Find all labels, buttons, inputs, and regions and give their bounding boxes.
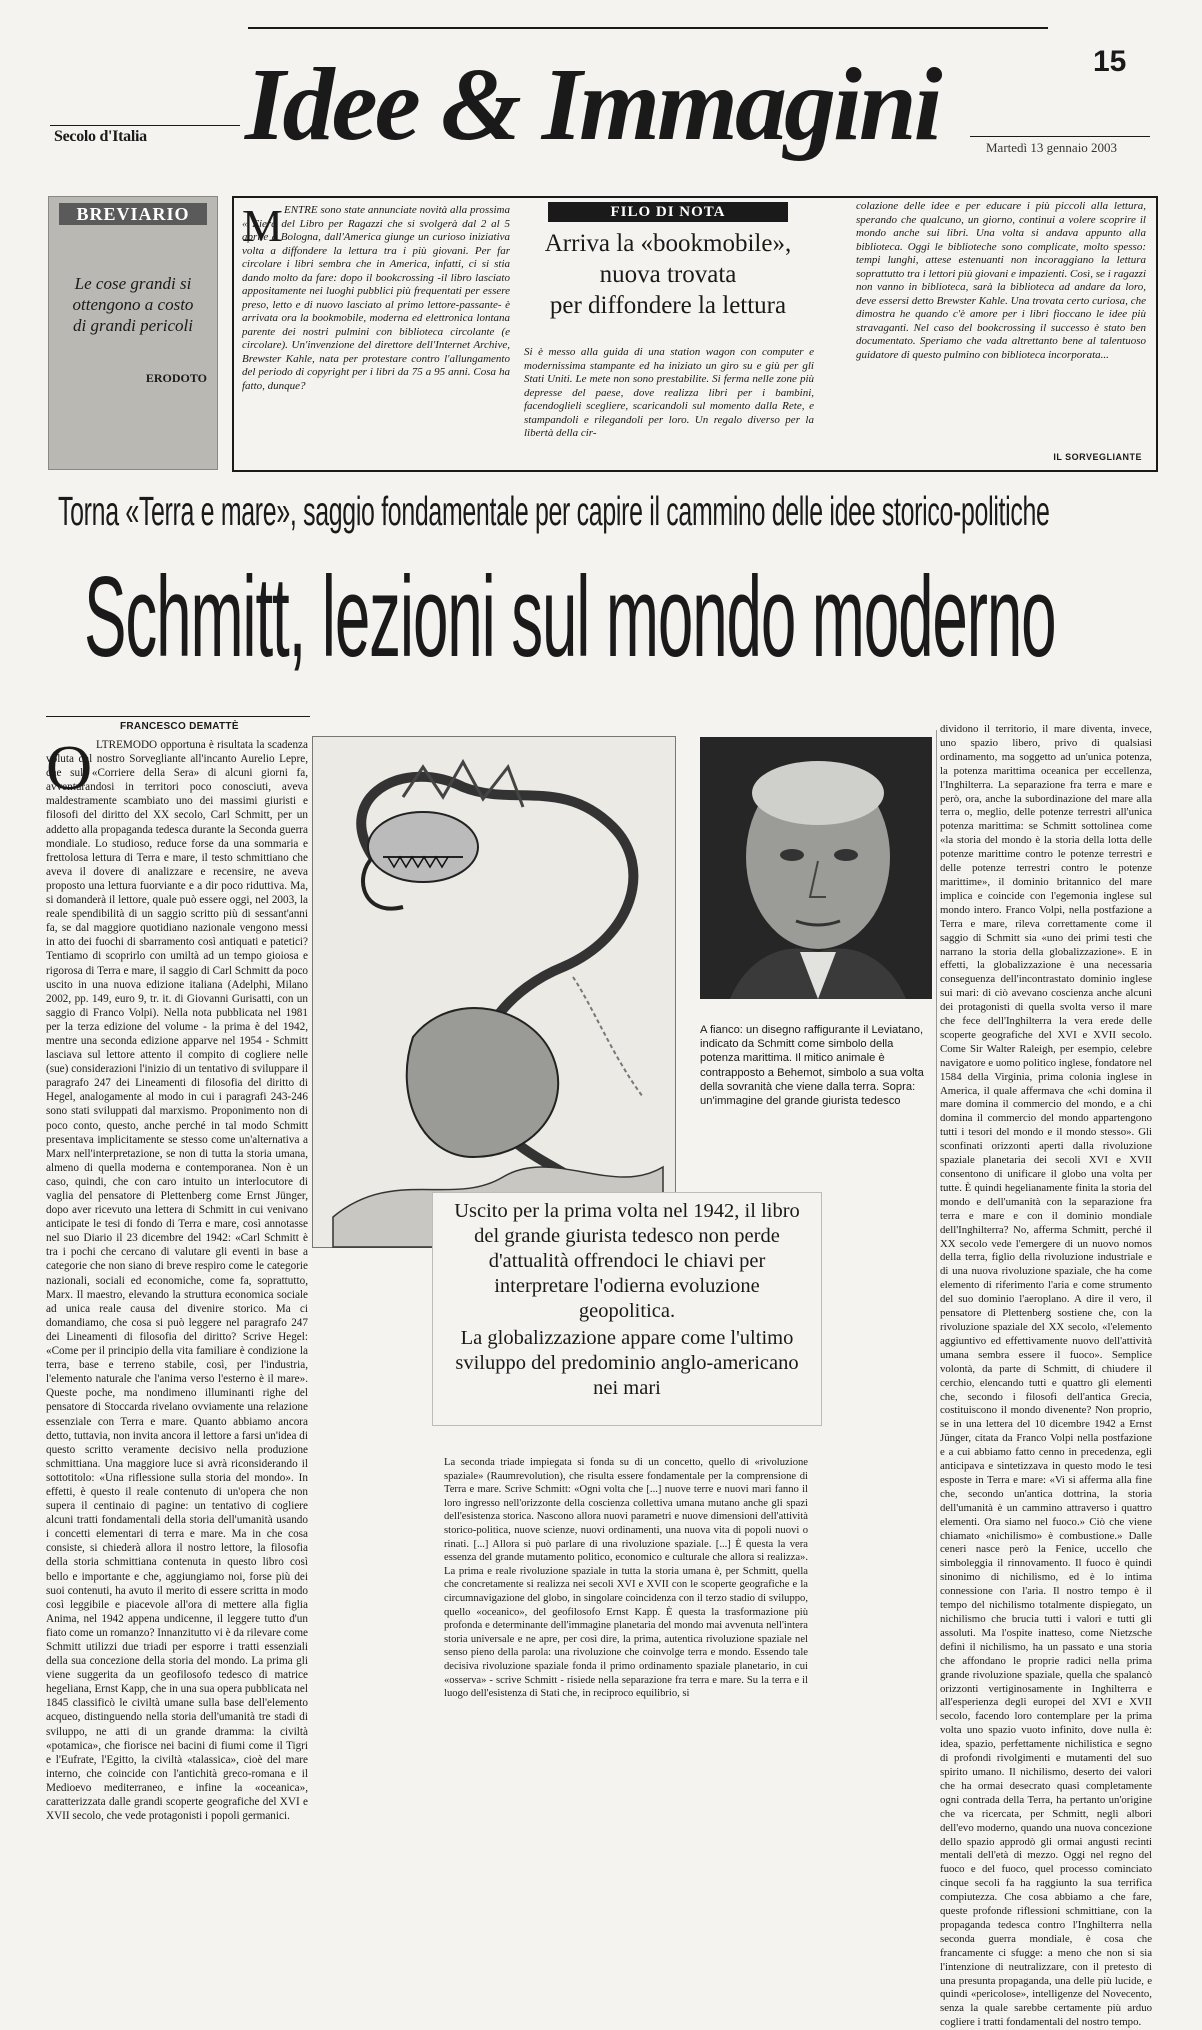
masthead-right-rule [970,136,1150,137]
filo-di-nota-box [232,196,1158,472]
breviario-author: ERODOTO [145,371,207,385]
masthead [0,0,1202,162]
byline-rule [46,716,310,717]
schmitt-portrait [700,737,932,999]
filo-drop-cap: M [242,200,283,251]
article-col-right-text: dividono il territorio, il mare diventa, invece, uno spazio libero, privo di qualsiasi ordinamento, ma soggetto ad un'unica potenza, la potenza marittima oceanica per eccellenza, l'Inghilterra. La separazione fra terra e mare e però, ora, anche la subordinazione del mare alla terra o, meglio, delle potenze terrestri all'unica potenza marittima: se Schmitt sottolinea come «la storia del mondo è la storia della lotta delle potenze marittime contro le potenze terrestri e delle potenze terrestri contro le potenze marittime», il dominio britannico del mare implica e coincide con l'egemonia inglese sul mondo intero. Franco Volpi, nella postfazione a Terra e mare, rileva correttamente come il saggio di Schmitt sia «uno dei primi testi che narrano la storia della globalizzazione». E in effetti, la globalizzazione è una necessaria conseguenza dell'incontrastato dominio inglese sui mari: di ciò avevano coscienza anche alcuni dei protagonisti di quella svolta verso il mare che fece dell'Inghilterra la vera erede delle scoperte geografiche del XVI e XVII secolo. Come Sir Walter Raleigh, per esempio, celebre navigatore e uomo politico inglese, fondatore nel 1584 della Virginia, prima colonia inglese in America, il quale affermava che «chi domina il mare domina il commercio del mondo, e a chi domina il commercio del mondo appartengono tutti i tesori del mondo e il mondo stesso». Gli sconfinati orizzonti aperti dalla rivoluzione spaziale planetaria dei secoli XVI e XVII consentono di unificare il globo una volta per tutte. È quindi hegelianamente finita la storia del mondo e dell'umanità con la separazione fra terra e mare e con il dominio mondiale dell'Inghilterra? No, afferma Schmitt, perché il XX secolo vede l'emergere di un nuovo nomos della terra, figlio della rivoluzione industriale e di una nuova rivoluzione spaziale, che ha come elemento di riferimento l'aria e come strumento del suo dominio l'aeroplano. A dire il vero, il pensatore di Plettenberg sostiene che, con la rivoluzione spaziale del XX secolo, «l'elemento aggiuntivo ed effettivamente nuovo dell'attività umana sembra essere il fuoco». Semplice volontà, da parte di Schmitt, di chiudere il cerchio, elencando tutti e quattro gli elementi che, secondo i filosofi dell'antica Grecia, costituiscono il mondo divenente? Non proprio, se in una lettera del 10 dicembre 1942 a Ernst Jünger, citata da Franco Volpi nella postfazione e a cui abbiamo fatto cenno in precedenza, egli anticipava e sintetizzava in questo modo le tesi esposte in Terra e mare: «Vi si afferma alla fine che, secondo un'antica dottrina, la storia dell'umanità è un cammino attraverso i quattro elementi. Ora siamo nel fuoco.» Ciò che viene chiamato «nichilismo» è combustione.» Dalle ceneri nasce però la Fenice, uccello che simboleggia il rinnovamento. Il fuoco è quindi sinonimo di nichilismo, ed è lo intima connessione con l'aria. Il nostro tempo è il tempo del nichilismo totalmente dispiegato, un nichilismo che brucia tutti i valori e tutti gli assoluti. Ma l'ospite inatteso, come Nietzsche definì il nichilismo, ha un passato e una storia che affondano le proprie radici nella prima grande rivoluzione spaziale, quella che spalancò orizzonti vertiginosamente in Inghilterra e all'esperienza degli europei del XVI e XVII secolo, facendo loro contemplare per la prima volta uno spazio vuoto infinito, dove nulla è: idea, spazio, perfettamente nichilistica e segno di profondi rivolgimenti e mutamenti del suo spirito umano. Il nichilismo, deserto dei valori che ha ormai desecrato quasi completamente ogni contrada della Terra, ha pertanto un'origine che va ricercata, per Schmitt, negli albori dell'evo moderno, quando una nuova concezione dello spazio approdò gli ormai angusti recinti mentali dell'età di mezzo. Oggi nel regno del fuoco e del fuoco, quel processo cominciato cinque secoli fa ha raggiunto la sua terrifica compiutezza. Che cosa abbiamo a che fare, queste profonde riflessioni schmittiane, con la propaganda tedesca contro l'Inghilterra nella seconda guerra mondiale, è cosa che francamente ci sfugge: a meno che non si sia l'intenzione di neutralizzare, con il pretesto di una presunta propaganda, una delle più lucide, e quindi «pericolose», intelligenze del Novecento, senza la quale sarebbe certamente più arduo cogliere i tratti fondamentali del nostro tempo. [940,723,1152,2029]
pullquote-box [432,1192,822,1426]
column-rule-1 [936,730,937,1720]
filo-col2-text: Si è messo alla guida di una station wagon con computer e modernissima stampante ed ha iniziato un giro su e giù per gli Stati Uniti. Le mete non sono prestabilite. Si ferma nelle zone più depresse del paese, dove realizza libri per i bambini, facendoglieli scegliere, scaricandoli sul momento dalla Rete, e stampandoli e rilegandoli per loro. Un regalo diverso per la libertà della cir- [524,346,814,439]
article-byline: FRANCESCO DEMATTÈ [120,721,239,732]
filo-col3-text: colazione delle idee e per educare i più piccoli alla lettura, sperando che qualcuno, un giorno, continui a volere scoprire il mondo anche sui libri. Una volta si andava appunto alla biblioteca. Oggi le biblioteche sono complicate, molto spesso: tempi lunghi, attese estenuanti non incoraggiano la lettura soprattutto tra i lettori più giovani e impazienti. Così, se i ragazzi non vanno in biblioteca, sarà la biblioteca ad andare da loro, deve essersi detto Brewster Kahle. Una trovata certo curiosa, che dimostra he quando c'è amore per i libri fioccano le idee più stravaganti. Nel caso del bookcrossing il successo è stato ben documentato. Speriamo che vada altrettanto bene al talentuoso guidatore di questo pulmino con biblioteca incorporata... [856,200,1146,361]
portrait-photo [700,737,932,999]
article-kicker: Torna «Terra e mare», saggio fondamentale per capire il cammino delle idee storico-politiche [58,488,1050,534]
page-number: 15 [1093,45,1127,78]
photo-caption: A fianco: un disegno raffigurante il Leviatano, indicato da Schmitt come simbolo della potenza marittima. Il mitico animale è contrapposto a Behemot, simbolo a sua volta della sovranità che viene dalla terra. Sopra: un'immagine del grande giurista tedesco [700,1024,924,1108]
breviario-label: BREVIARIO [59,203,207,225]
publication-date: Martedì 13 gennaio 2003 [986,140,1118,155]
breviario-box [48,196,218,470]
masthead-top-rule [248,27,1048,29]
filo-headline-line2: nuova trovata [599,261,737,288]
leviathan-drawing [312,736,676,1248]
filo-headline-line3: per diffondere la lettura [549,292,787,319]
section-title: Idee & Immagini [245,47,940,162]
filo-headline-line1: Arriva la «bookmobile», [544,230,792,257]
article-col1-text: LTREMODO opportuna è risultata la scadenza voluta dal nostro Sorvegliante all'incanto Aurelio Lepre, che sul «Corriere della Sera» di alcuni giorni fa, avventurandosi in territori poco conosciuti, aveva maldestramente scambiato uno dei massimi giuristi e filosofi del diritto del XX secolo, Carl Schmitt, per un addetto alla propaganda tedesca durante la Seconda guerra mondiale. Lo studioso, reduce forse da una sommaria e frettolosa lettura di Terra e mare, il testo schmittiano che aveva il dovere di analizzare e recensire, ne aveva proposto una lettura fuorviante e a dir poco riduttiva. Ma, si domanderà il lettore, quale può essere oggi, nel 2003, la reale spendibilità di un saggio scritto più di sessant'anni fa, se dal maggiore quotidiano nazionale vengono messi in atto dei fuochi di sbarramento così antiquati e patetici? Tentiamo di scoprirlo con umiltà ad un tempo gioiosa e rigorosa di Terra e mare, il saggio di Carl Schmitt da poco uscito in una nuova edizione italiana (Adelphi, Milano 2002, pp. 149, euro 9, tr. it. di Giovanni Gurisatti, con un saggio di Franco Volpi). Nella nota pubblicata nel 1981 per la terza edizione del volume - la prima è del 1942, mentre una seconda edizione apparve nel 1954 - Schmitt lasciava sul lettore attento il compito di cogliere nelle (sue) considerazioni l'inizio di un tentativo di sviluppare il paragrafo 247 dei Lineamenti di filosofia del diritto di Hegel, analogamente al modo in cui i paragrafi 243-246 sono stati sviluppati dal marxismo. Proponimento non di poco conto, questo, anche perché in tal modo Schmitt presentava implicitamente se stesso come un'alternativa a Marx nell'interpretazione, se non di tutta la storia umana, almeno di quella moderna e contemporanea. Non è un caso, quindi, che con caro intuito un interlocutore di vaglia del pensatore di Plettenberg come Ernst Jünger, dopo aver ricevuto una lettera di Schmitt in cui venivano anticipate le tesi di fondo di Terra e mare, così annotasse nel suo Diario il 23 dicembre del 1942: «Carl Schmitt è tra i pochi che cercano di valutare gli eventi in base a categorie che non siano di breve respiro come le categorie nazionali, sociali ed economiche, come fa, soprattutto, Marx. Il maestro, elevando la struttura economica sociale ad unica reale causa del divenire storico. Ma ci domandiamo, che cosa si può leggere nel paragrafo 247 dei Lineamenti di filosofia del diritto? Scrive Hegel: «Come per il principio della vita familiare è condizione la terra, base e terreno stabile, così, per l'industria, l'elemento naturale che l'anima verso l'esterno è il mare». Queste poche, ma nondimeno illuminanti righe del pensatore di Stoccarda rivelano ovviamente una relazione essenziale con Terra e mare. Quanto abbiamo ancora detto, tuttavia, non invita ancora il lettore a farsi un'idea di questo scritto veramente decisivo nella produzione schmittiana. Una maggiore luce si avrà riconsiderando il sottotitolo: «Una riflessione sulla storia del mondo». In effetti, è questo il reale contenuto di un'opera che non supera il centinaio di pagine: un tentativo di cogliere alcuni tratti fondamentali della storia dell'umanità usando i concetti elementari di terra e mare. Ma in che cosa consiste, si chiederà allora il nostro lettore, la filosofia della storia schmittiana contenuta in questo libro così bello e importante e che, aggiungiamo noi, forse più dei suoi contenuti, ha avuto il merito di essere scritta in modo così leggibile e piacevole all'ora di mettere alla figlia Anima, nel 1942 appena undicenne, il leggere tutto d'un fiato come un romanzo? Innanzitutto vi è da rilevare come Schmitt utilizzi due triadi per esporre i tratti essenziali della sua concezione della storia del mondo. La prima gli viene suggerita da un geofilosofo tedesco di matrice hegeliana, Ernst Kapp, che in una sua opera pubblicata nel 1845 classificò le civiltà umane sulla base dell'elemento acqueo, distinguendo nella storia dell'umanità tre stadi di sviluppo, ne atti di un grande dramma: la civiltà «potamica», che fiorisce nei bacini di fiumi come il Tigri e l'Eufrate, l'Egitto, la civiltà «talassica», cioè del mare interno, che coincide con l'antichità greco-romana e il Medioevo mediterraneo, e infine la «oceanica», caratterizzata dalle grandi scoperte geografiche del XVI e XVII secolo, che vede protagonisti i popoli germanici. [46,739,308,1823]
leviathan-illustration [313,737,675,1247]
article-drop-cap: O [46,732,93,803]
breviario-quote: Le cose grandi si ottengono a costo di grandi pericoli [72,274,194,335]
pullquote-secondary: La globalizzazione appare come l'ultimo sviluppo del predominio anglo-americano nei mari [455,1327,799,1399]
masthead-left-rule [50,125,240,126]
filo-headline [524,228,812,321]
filo-label: FILO DI NOTA [548,202,788,222]
filo-signature: IL SORVEGLIANTE [1053,452,1142,462]
filo-col1-text: ENTRE sono state annunciate novità alla prossima « Fiera del Libro per Ragazzi che si svolgerà dal 2 al 5 aprile a Bologna, dall'America giunge un curioso iniziativa volta a diffondere la lettura tra i più giovani. Per far circolare i libri sembra che in America, infatti, ci si stia dando molto da fare: dopo il bookcrossing -il libro lasciato appositamente nei luoghi pubblici più frequentati per essere preso, letto e di nuovo lasciato al primo lettore-passante- è arrivata ora la bookmobile, moderna ed elettronica lontana parente dei nostri pulmini con biblioteca circolante (e circolare). Un'invenzione del direttore dell'Internet Archive, Brewster Kahle, nata per protestare contro l'allungamento del periodo di copyright per i libri da 75 a 95 anni. Cosa ha fatto, dunque? [242,204,510,392]
pullquote-main: Uscito per la prima volta nel 1942, il libro del grande giurista tedesco non perde d'attualità offrendoci le chiavi per interpretare l'odierna evoluzione geopolitica. [454,1200,800,1322]
article-headline: Schmitt, lezioni sul mondo moderno [84,554,1056,681]
newspaper-name: Secolo d'Italia [54,128,147,145]
article-col-middle-text: La seconda triade impiegata si fonda su di un concetto, quello di «rivoluzione spaziale» (Raumrevolution), che risulta essere fondamentale per la comprensione di Terra e mare. Scrive Schmitt: «Ogni volta che [...] nuove terre e nuovi mari fanno il loro ingresso nell'orizzonte della coscienza collettiva umana mutano anche gli spazi dell'esistenza storica. Nascono allora nuovi parametri e nuove dimensioni dell'attività storico-politica, nuove scienze, nuovi ordinamenti, una nuova vita di popoli nuovi o rinati. [...] Allora si può parlare di una rivoluzione spaziale. [...] È questa la vera essenza del grande mutamento politico, economico e culturale che allora si realizza». La prima e reale rivoluzione spaziale in tutta la storia umana è, per Schmitt, quella che concretamente si realizza nei secoli XVI e XVII con le scoperte geografiche e la circumnavigazione del globo, in singolare coincidenza con il terzo stadio di sviluppo, quello «oceanico», del geofilosofo Ernst Kapp. È questa la trasformazione più profonda e determinante dell'immagine planetaria del mondo mai avvenuta nell'intera storia universale e ne apre, per così dire, la prima, autentica rivoluzione spaziale nel senso pieno della parola: una rivoluzione che coinvolge terra e mondo. Essendo tale decisiva rivoluzione spaziale fonda il primo ordinamento spaziale planetario, in cui «osserva» - scrive Schmitt - risiede nella separazione fra terra e mare. Su la terra e il luogo dell'esistenza di Stati che, in reciproco equilibrio, si [444,1457,808,1700]
